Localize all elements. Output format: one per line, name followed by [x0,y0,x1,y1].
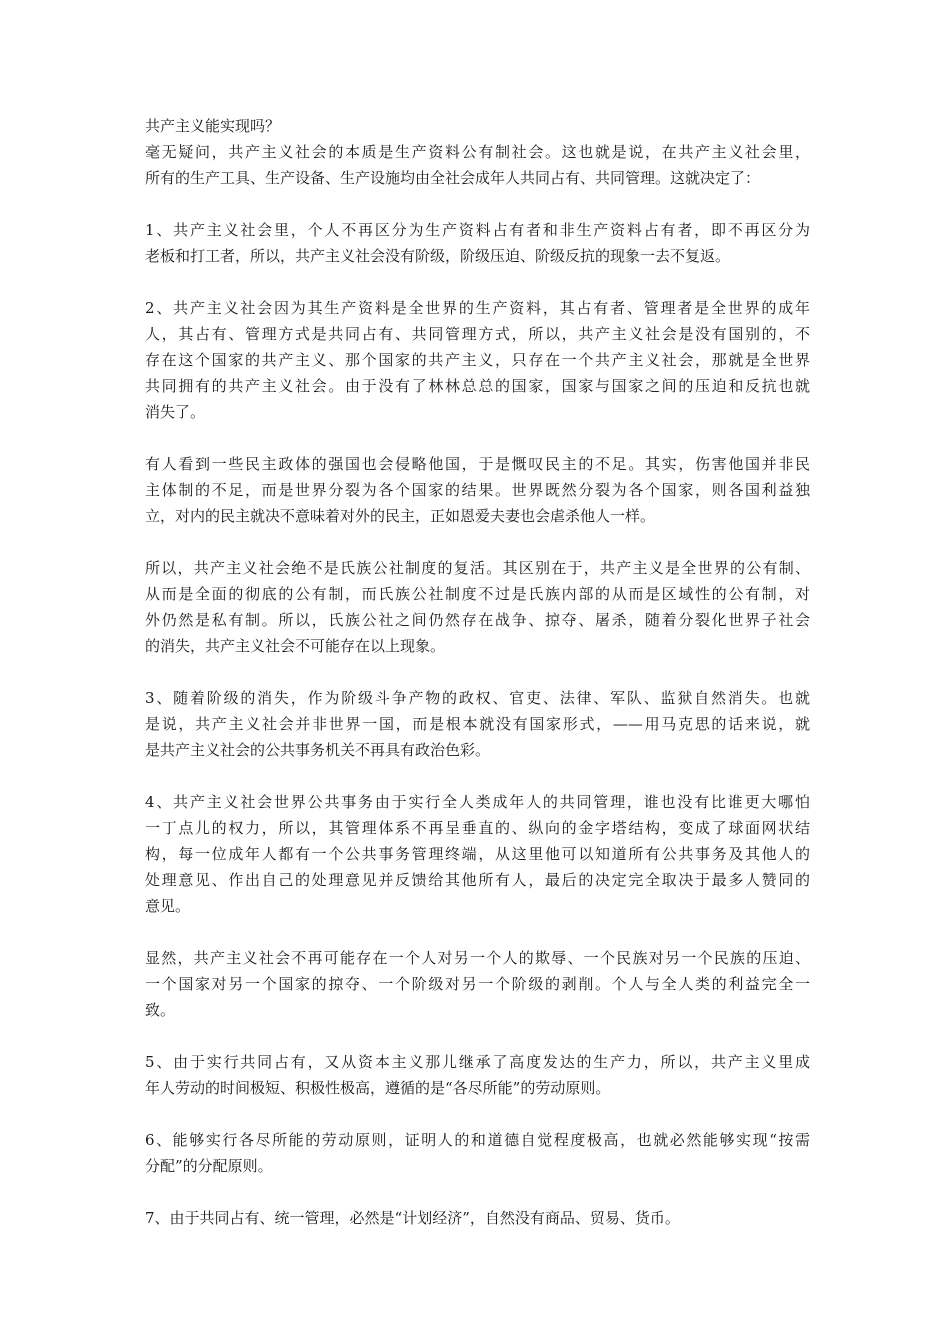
paragraph-clan-commune [145,555,810,659]
paragraph-line: 4、共产主义社会世界公共事务由于实行全人类成年人的共同管理，谁也没有比谁更大哪怕 [145,793,810,811]
paragraph-line: 共同拥有的共产主义社会。由于没有了林林总总的国家，国家与国家之间的压迫和反抗也就 [145,377,810,395]
paragraph-line: 一个国家对另一个国家的掠夺、一个阶级对另一个阶级的剥削。个人与全人类的利益完全一 [145,975,810,993]
paragraph-point-1 [145,217,810,269]
paragraph-point-5 [145,1049,810,1101]
paragraph-line: 构，每一位成年人都有一个公共事务管理终端，从这里他可以知道所有公共事务及其他人的 [145,845,810,863]
paragraph-line: 一丁点儿的权力，所以，其管理体系不再呈垂直的、纵向的金字塔结构，变成了球面网状结 [145,819,810,837]
paragraph-line: 意见。 [145,897,191,915]
paragraph-line: 人，其占有、管理方式是共同占有、共同管理方式，所以，共产主义社会是没有国别的，不 [145,325,810,343]
paragraph-line: 外仍然是私有制。所以，氏族公社之间仍然存在战争、掠夺、屠杀，随着分裂化世界子社会 [145,611,810,629]
paragraph-point-7 [145,1205,810,1231]
paragraph-line: 6、能够实行各尽所能的劳动原则，证明人的和道德自觉程度极高，也就必然能够实现“按需 [145,1131,810,1149]
paragraph-line: 显然，共产主义社会不再可能存在一个人对另一个人的欺辱、一个民族对另一个民族的压迫、 [145,949,810,967]
document-page [145,113,810,1257]
paragraph-line: 从而是全面的彻底的公有制，而氏族公社制度不过是氏族内部的从而是区域性的公有制，对 [145,585,810,603]
paragraph-point-3 [145,685,810,763]
paragraph-democracy [145,451,810,529]
paragraph-point-2 [145,295,810,425]
paragraph-conclusion [145,945,810,1023]
paragraph-line: 是共产主义社会的公共事务机关不再具有政治色彩。 [145,741,491,759]
paragraph-line: 是说，共产主义社会并非世界一国，而是根本就没有国家形式，——用马克思的话来说，就 [145,715,810,733]
paragraph-line: 处理意见、作出自己的处理意见并反馈给其他所有人，最后的决定完全取决于最多人赞同的 [145,871,810,889]
paragraph-line: 老板和打工者，所以，共产主义社会没有阶级，阶级压迫、阶级反抗的现象一去不复返。 [145,247,731,265]
paragraph-line: 主体制的不足，而是世界分裂为各个国家的结果。世界既然分裂为各个国家，则各国利益独 [145,481,810,499]
paragraph-intro [145,139,810,191]
paragraph-line: 致。 [145,1001,176,1019]
paragraph-line: 3、随着阶级的消失，作为阶级斗争产物的政权、官吏、法律、军队、监狱自然消失。也就 [145,689,810,707]
paragraph-line: 分配”的分配原则。 [145,1157,273,1175]
paragraph-line: 5、由于实行共同占有，又从资本主义那儿继承了高度发达的生产力，所以，共产主义里成 [145,1053,810,1071]
paragraph-line: 有人看到一些民主政体的强国也会侵略他国，于是慨叹民主的不足。其实，伤害他国并非民 [145,455,810,473]
paragraph-line: 1、共产主义社会里，个人不再区分为生产资料占有者和非生产资料占有者，即不再区分为 [145,221,810,239]
paragraph-point-6 [145,1127,810,1179]
paragraph-point-4 [145,789,810,919]
paragraph-line: 毫无疑问，共产主义社会的本质是生产资料公有制社会。这也就是说，在共产主义社会里， [145,143,810,161]
paragraph-line: 立，对内的民主就决不意味着对外的民主，正如恩爱夫妻也会虐杀他人一样。 [145,507,656,525]
paragraph-line: 所以，共产主义社会绝不是氏族公社制度的复活。其区别在于，共产主义是全世界的公有制、 [145,559,810,577]
paragraph-line: 存在这个国家的共产主义、那个国家的共产主义，只存在一个共产主义社会，那就是全世界 [145,351,810,369]
paragraph-line: 所有的生产工具、生产设备、生产设施均由全社会成年人共同占有、共同管理。这就决定了： [145,169,761,187]
document-title: 共产主义能实现吗？ [145,117,281,135]
paragraph-line: 2、共产主义社会因为其生产资料是全世界的生产资料，其占有者、管理者是全世界的成年 [145,299,810,317]
paragraph-line: 的消失，共产主义社会不可能存在以上现象。 [145,637,446,655]
paragraph-line: 年人劳动的时间极短、积极性极高，遵循的是“各尽所能”的劳动原则。 [145,1079,611,1097]
paragraph-line: 消失了。 [145,403,206,421]
paragraph-line: 7、由于共同占有、统一管理，必然是“计划经济”，自然没有商品、贸易、货币。 [145,1209,680,1227]
